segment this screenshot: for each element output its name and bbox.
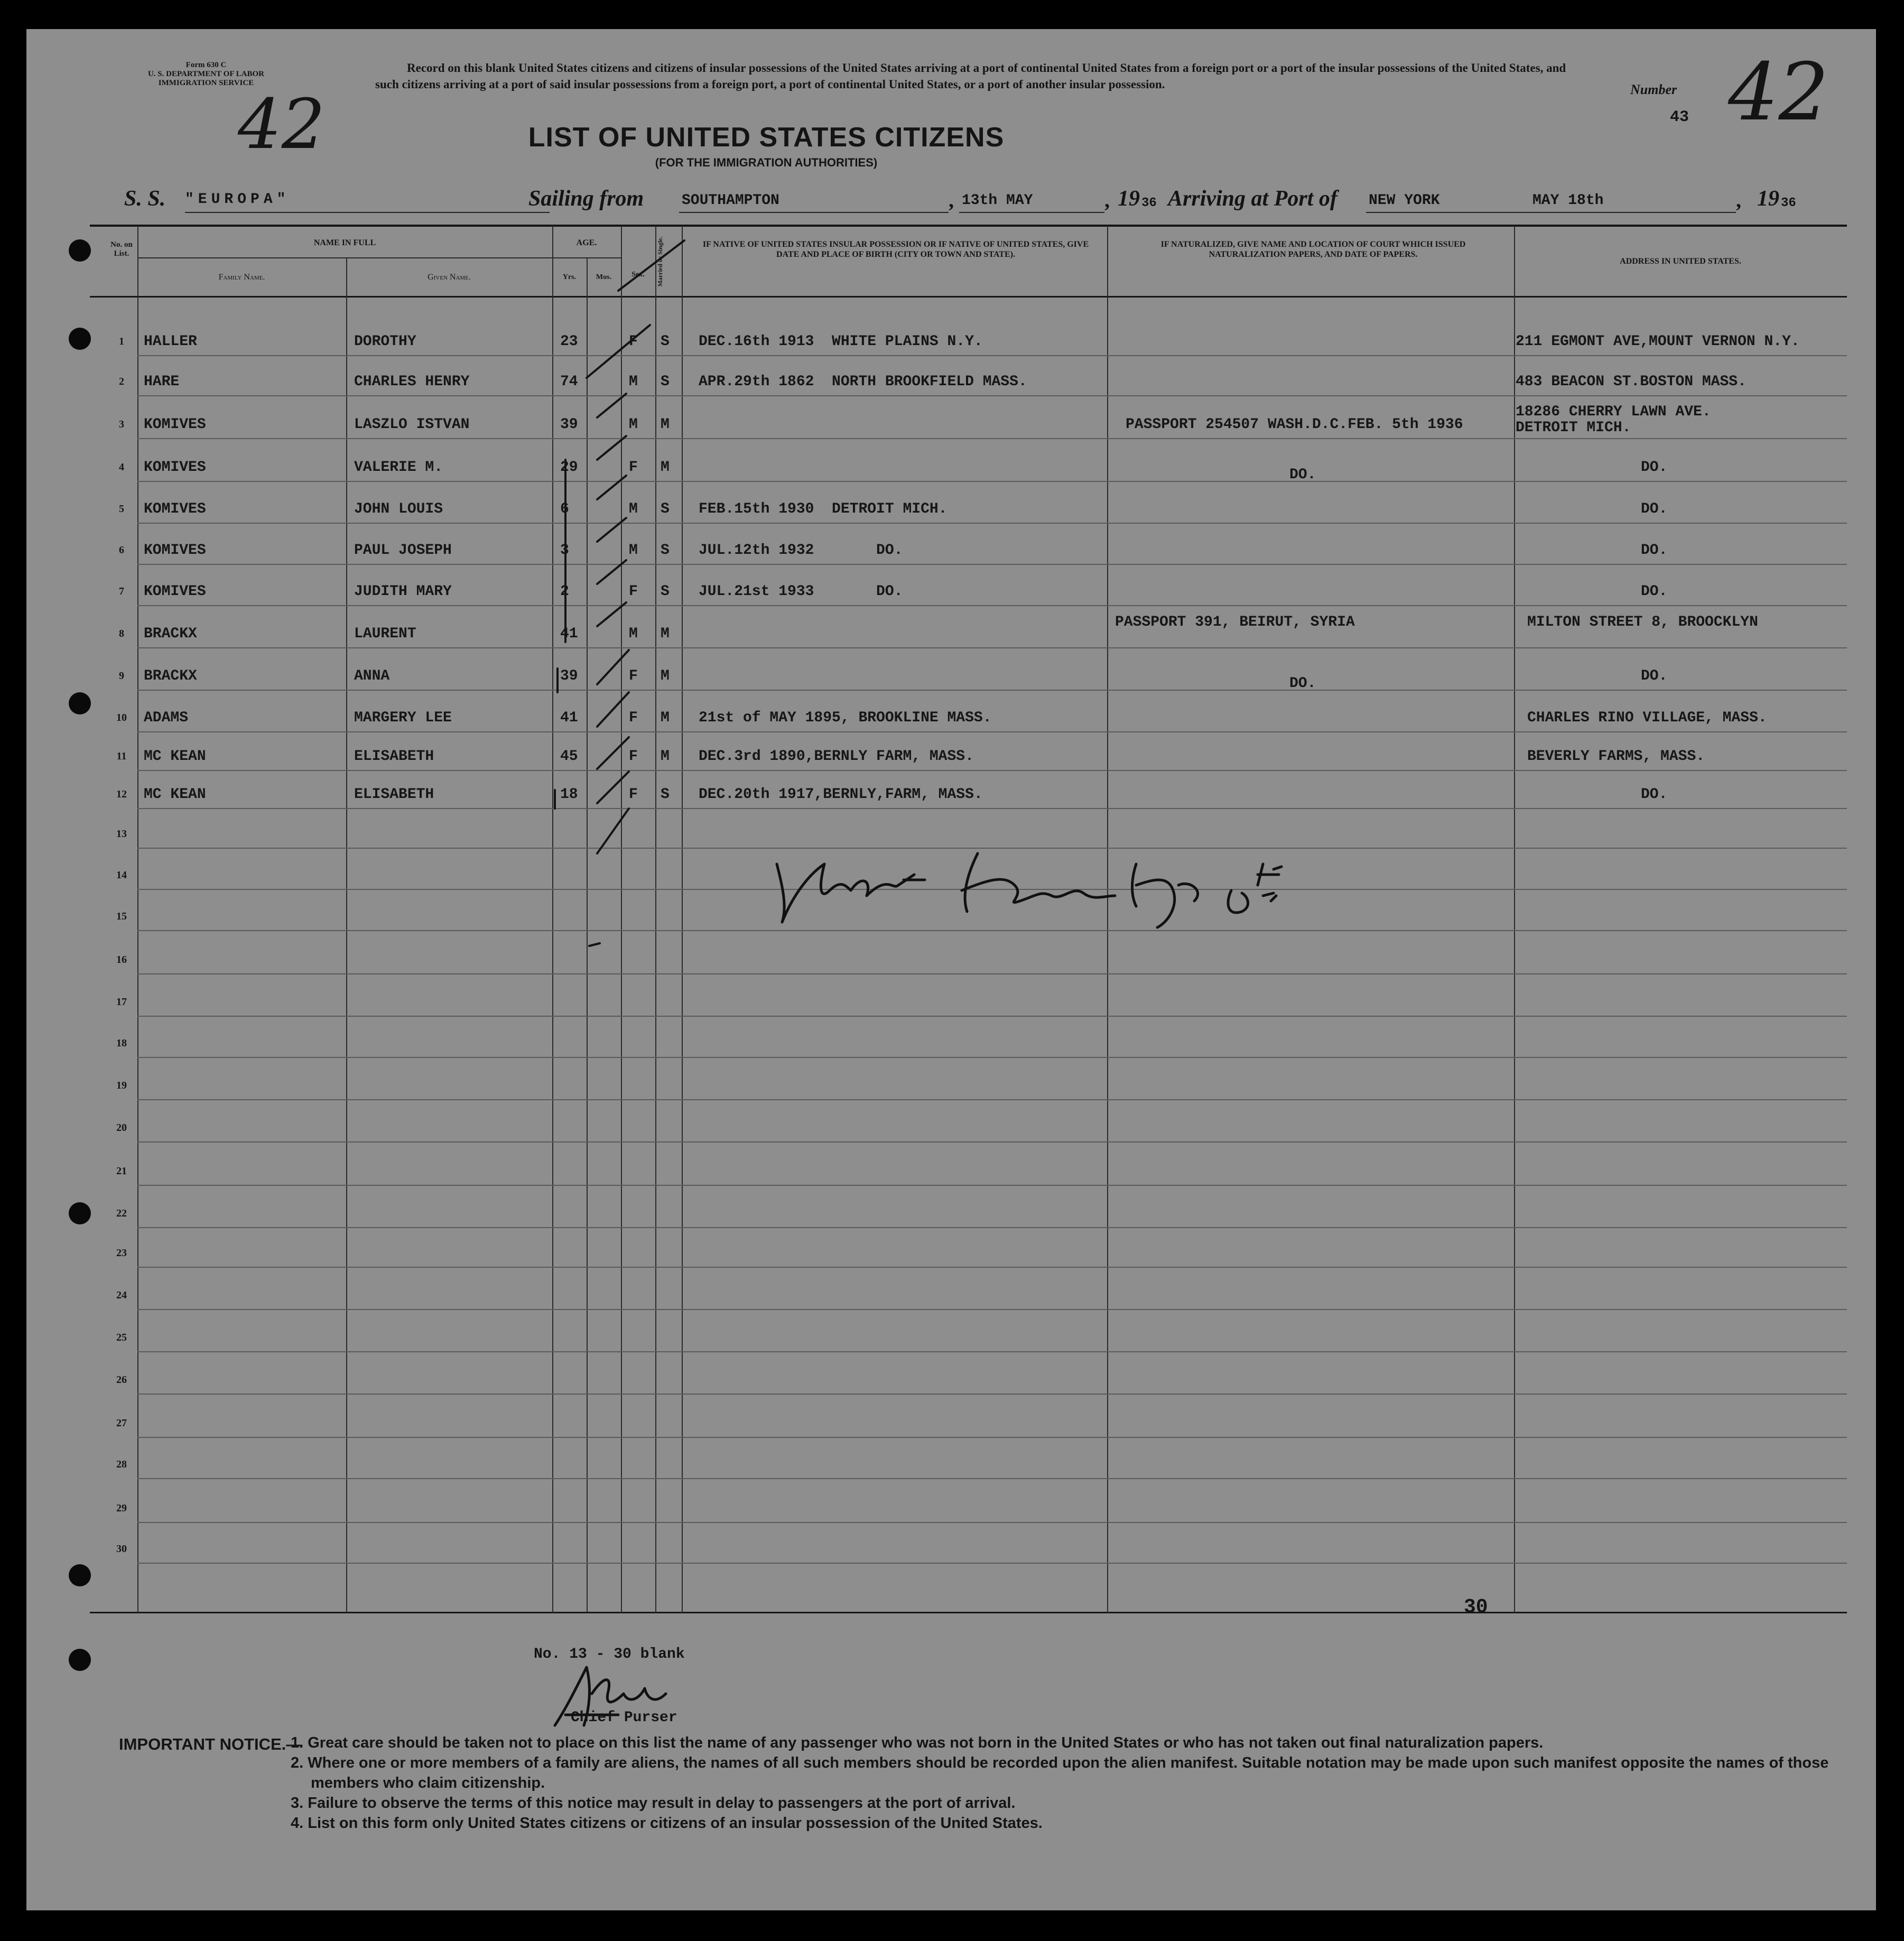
age-years: 39 [560,416,578,433]
date-from: 13th MAY [962,192,1033,209]
given-name: ELISABETH [354,748,434,765]
notice-label: IMPORTANT NOTICE.— [119,1735,303,1753]
notice-item: 3. Failure to observe the terms of this notice may result in delay to passengers at the port of arrival. [291,1795,1016,1812]
page-title: LIST OF UNITED STATES CITIZENS [528,122,1005,153]
row-number: 6 [119,544,124,556]
form-id: Form 630 C [185,61,227,69]
naturalization-info: PASSPORT 391, BEIRUT, SYRIA [1115,614,1355,630]
age-years: 23 [560,333,578,350]
marital-status: M [661,459,670,476]
age-years: 6 [560,501,569,517]
notice-list [291,1733,1855,1833]
header-naturalized: IF NATURALIZED, GIVE NAME AND LOCATION OF COURT WHICH ISSUED NATURALIZATION PAPERS, AND DATE OF PAPERS. [1160,240,1466,259]
sex: M [629,501,638,517]
sex: F [629,668,638,684]
header-no: No. on List. [110,240,133,258]
notice-item: 1. Great care should be taken not to place on this list the name of any passenger who was not born in the United States or who has not taken out final naturalization papers. [291,1734,1544,1751]
age-years: 41 [560,626,578,642]
marital-status: S [661,501,670,517]
age-years: 45 [560,748,578,765]
separator-comma: , [1736,188,1741,212]
notice-item: 2. Where one or more members of a family are aliens, the names of all such members should be recorded upon the alien manifest. Suitable notation may be made upon such manifest opposite the names of those members who claim citizenship. [291,1754,1829,1791]
row-number: 11 [116,750,127,762]
row-number: 7 [119,586,124,597]
given-name: LAURENT [354,626,416,642]
birth-info: APR.29th 1862 NORTH BROOKFIELD MASS. [699,374,1027,390]
count-note: 30 [1464,1596,1488,1619]
row-number: 3 [119,419,124,430]
port-from: SOUTHAMPTON [682,192,779,209]
check-mark [587,325,650,378]
separator-comma: , [949,188,954,212]
marital-status: M [661,710,670,726]
given-name: DOROTHY [354,333,416,350]
row-number: 8 [119,628,124,639]
row-number: 25 [116,1332,127,1343]
family-name: KOMIVES [144,542,206,559]
family-name: BRACKX [144,668,197,684]
age-years: 74 [560,374,578,390]
chief-purser-label: Chief Purser [571,1710,677,1726]
header-age: AGE. [576,238,597,247]
sex: F [629,748,638,765]
manifest-sheet [26,29,1876,1910]
separator-comma: , [1104,188,1110,212]
ship-name: "EUROPA" [185,191,290,208]
row-number: 16 [116,954,127,965]
row-number: 12 [116,788,127,800]
check-mark [597,476,626,499]
us-address: 211 EGMONT AVE,MOUNT VERNON N.Y. [1516,333,1800,350]
row-number: 5 [119,503,124,515]
us-address: CHARLES RINO VILLAGE, MASS. [1527,710,1767,726]
age-years: 39 [560,668,578,684]
us-address: BEVERLY FARMS, MASS. [1527,748,1705,765]
row-number: 2 [119,376,124,387]
check-mark [597,737,629,769]
family-name: MC KEAN [144,786,206,803]
date-to: MAY 18th [1533,192,1604,209]
sex: M [629,374,638,390]
us-address: 483 BEACON ST.BOSTON MASS. [1516,374,1747,390]
inspector-signature [766,843,1348,933]
naturalization-info: PASSPORT 254507 WASH.D.C.FEB. 5th 1936 [1126,416,1463,433]
age-years: 41 [560,710,578,726]
port-to: NEW YORK [1369,192,1440,209]
header-address: ADDRESS IN UNITED STATES. [1620,257,1741,266]
age-years: 2 [560,583,569,600]
row-number: 18 [116,1037,127,1049]
row-number: 14 [116,869,127,881]
check-mark [597,602,626,626]
corner-handwritten-number: 42 [238,84,326,164]
age-years: 18 [560,786,578,803]
marital-status: S [661,786,670,803]
given-name: VALERIE M. [354,459,443,476]
stray-mark [589,943,600,946]
number-handwritten: 42 [1728,47,1829,138]
birth-info: DEC.16th 1913 WHITE PLAINS N.Y. [699,333,983,350]
check-mark [597,560,626,584]
row-number: 23 [116,1247,127,1259]
row-number: 15 [116,911,127,922]
birth-info: FEB.15th 1930 DETROIT MICH. [699,501,948,517]
naturalization-info: DO. [1289,675,1316,692]
header-family-name: Family Name. [218,273,265,282]
given-name: PAUL JOSEPH [354,542,452,559]
birth-info: DEC.20th 1917,BERNLY,FARM, MASS. [699,786,983,803]
header-name-in-full: NAME IN FULL [313,238,376,247]
us-address: DO. [1641,786,1668,803]
birth-info: 21st of MAY 1895, BROOKLINE MASS. [699,710,992,726]
number-stamped: 43 [1670,108,1689,126]
us-address: DO. [1641,501,1668,517]
blank-note: No. 13 - 30 blank [534,1646,685,1663]
row-number: 19 [116,1080,127,1091]
sex: M [629,626,638,642]
row-number: 22 [116,1208,127,1219]
given-name: JOHN LOUIS [354,501,443,517]
header-given-name: Given Name. [428,273,471,282]
row-number: 4 [119,461,124,473]
sex: M [629,416,638,433]
service: IMMIGRATION SERVICE [158,79,254,87]
sex: M [629,542,638,559]
family-name: HARE [144,374,180,390]
row-number: 29 [116,1502,127,1514]
family-name: BRACKX [144,626,197,642]
header-age-yrs: Yrs. [562,273,577,281]
page-subtitle: (FOR THE IMMIGRATION AUTHORITIES) [655,156,878,169]
marital-status: M [661,668,670,684]
year-to: 36 [1781,196,1796,210]
header-age-mos: Mos. [596,273,612,281]
check-mark [597,772,629,803]
check-mark [597,692,629,727]
us-address: MILTON STREET 8, BROOCKLYN [1527,614,1758,630]
birth-info: JUL.21st 1933 DO. [699,583,903,600]
arriving-label: Arriving at Port of [1168,187,1338,211]
check-mark [597,650,629,684]
marital-status: S [661,374,670,390]
family-name: KOMIVES [144,459,206,476]
marital-status: S [661,333,670,350]
row-number: 21 [116,1165,127,1177]
naturalization-info: DO. [1289,467,1316,483]
check-mark [597,436,626,460]
family-name: HALLER [144,333,197,350]
row-number: 20 [116,1122,127,1134]
row-number: 28 [116,1459,127,1470]
given-name: CHARLES HENRY [354,374,470,390]
year-prefix-to: 19 [1757,187,1779,211]
row-number: 17 [116,996,127,1008]
given-name: MARGERY LEE [354,710,452,726]
header-married-single: Married or Single. [656,236,664,287]
row-number: 24 [116,1289,127,1301]
check-mark [597,518,626,542]
sex: F [629,459,638,476]
family-name: KOMIVES [144,583,206,600]
us-address: DO. [1641,459,1668,476]
row-number: 30 [116,1543,127,1555]
marital-status: M [661,748,670,765]
us-address: 18286 CHERRY LAWN AVE. [1516,404,1711,420]
row-number: 9 [119,670,124,682]
check-mark [597,394,626,417]
family-name: MC KEAN [144,748,206,765]
department: U. S. DEPARTMENT OF LABOR [147,70,265,78]
header-birth: IF NATIVE OF UNITED STATES INSULAR POSSESSION OR IF NATIVE OF UNITED STATES, GIVE DATE AND PLACE OF BIRTH (CITY OR TOWN AND STATE). [702,240,1089,259]
given-name: JUDITH MARY [354,583,452,600]
row-number: 10 [116,712,127,723]
birth-info: DEC.3rd 1890,BERNLY FARM, MASS. [699,748,974,765]
row-number: 13 [116,828,127,840]
marital-status: M [661,416,670,433]
notice-item: 4. List on this form only United States citizens or citizens of an insular possession of the United States. [291,1815,1043,1832]
birth-info: JUL.12th 1932 DO. [699,542,903,559]
sex: F [629,583,638,600]
us-address: DO. [1641,542,1668,559]
family-name: KOMIVES [144,416,206,433]
marital-status: S [661,542,670,559]
year-prefix-from: 19 [1118,187,1140,211]
age-years: 29 [560,459,578,476]
given-name: ANNA [354,668,390,684]
us-address: DO. [1641,668,1668,684]
sex: F [629,786,638,803]
check-mark [618,240,684,291]
family-name: KOMIVES [144,501,206,517]
sailing-label: Sailing from [528,187,644,211]
us-address-line2: DETROIT MICH. [1516,420,1631,436]
check-mark [597,809,629,853]
sex: F [629,333,638,350]
row-number: 27 [116,1417,127,1429]
marital-status: S [661,583,670,600]
ss-label: S. S. [124,187,166,211]
marital-status: M [661,626,670,642]
header-sex: Sex. [631,271,645,278]
age-years: 3 [560,542,569,559]
given-name: ELISABETH [354,786,434,803]
row-number: 1 [119,336,124,347]
sex: F [629,710,638,726]
us-address: DO. [1641,583,1668,600]
family-name: ADAMS [144,710,189,726]
number-label: Number [1630,82,1677,97]
year-from: 36 [1141,196,1157,210]
given-name: LASZLO ISTVAN [354,416,470,433]
form-instructions: Record on this blank United States citizens and citizens of insular possessions of the United States arriving at a port of continental United States from a foreign port or a port of the insular possessions of the United States, and such citizens arriving at a port of said insular possessions from a foreign port, a port of continental United States, or a port of another insular possession. [375,61,1566,91]
row-number: 26 [116,1374,127,1386]
